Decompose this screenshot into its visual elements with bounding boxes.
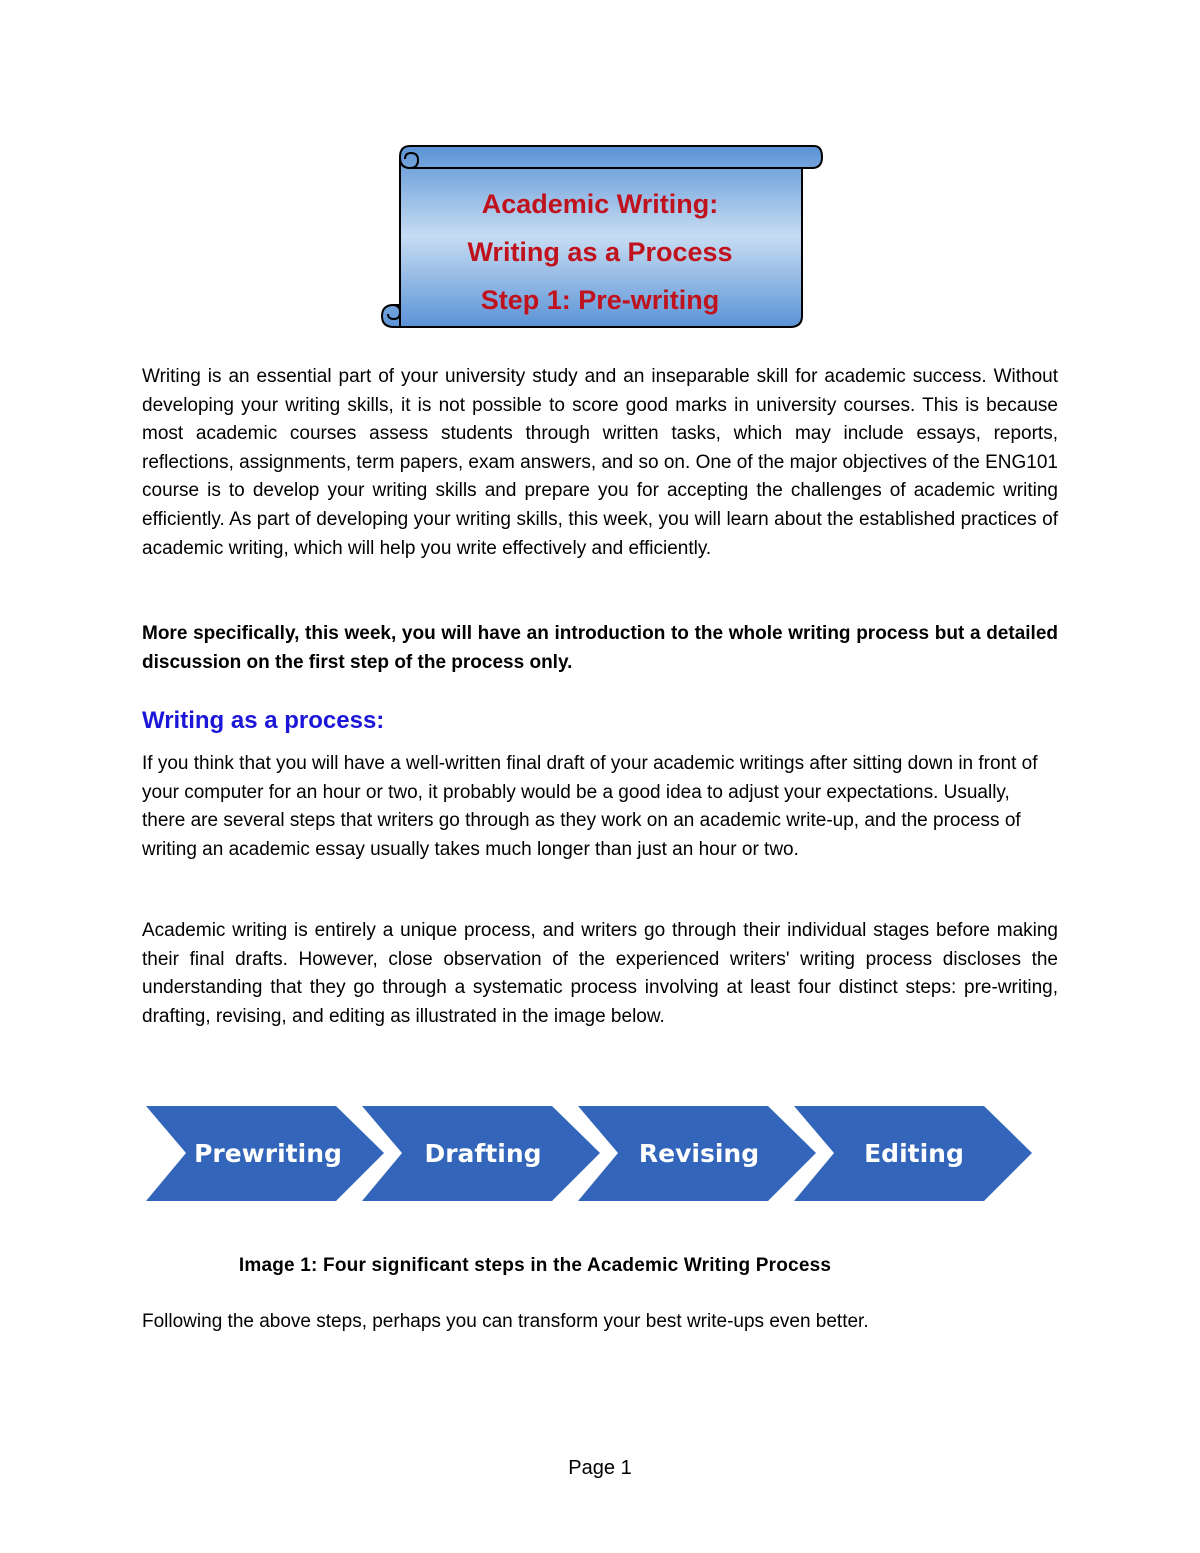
process-paragraph: If you think that you will have a well-written final draft of your academic writings after sitting down in front of your computer for an hour or two, it probably would be a good idea to adjust your expectations. Usually, there are several steps that writers go through as they work on an academic write-up, and the process of writing an academic essay usually takes much longer than just an hour or two.: [142, 753, 1038, 860]
banner-title-line-2: Writing as a Process: [467, 237, 733, 267]
banner-title-line-1: Academic Writing:: [481, 189, 719, 219]
emphasis-paragraph: More specifically, this week, you will have an introduction to the whole writing process but a detailed discussion on the first step of the process only.: [142, 623, 1058, 673]
step-label-drafting: Drafting: [424, 1139, 542, 1168]
steps-chevrons: [146, 1106, 1036, 1201]
closing-paragraph: Following the above steps, perhaps you can transform your best write-ups even better.: [142, 1311, 869, 1332]
step-label-revising: Revising: [638, 1139, 760, 1168]
title-scroll-banner: [378, 140, 824, 332]
intro-paragraph: Writing is an essential part of your university study and an inseparable skill for academic success. Without developing your writing skills, it is not possible to score good marks in university courses. This is because most academic courses assess students through written tasks, which may include essays, reports, reflections, assignments, term papers, exam answers, and so on. One of the major objectives of the ENG101 course is to develop your writing skills and prepare you for accepting the challenges of academic writing efficiently. As part of developing your writing skills, this week, you will learn about the established practices of academic writing, which will help you write effectively and efficiently.: [142, 366, 1058, 559]
step-label-prewriting: Prewriting: [194, 1139, 342, 1168]
banner-title-line-3: Step 1: Pre-writing: [480, 285, 720, 315]
banner-title: [400, 180, 800, 324]
step-label-editing: Editing: [864, 1139, 964, 1168]
section-heading: Writing as a process:: [142, 707, 385, 734]
image-caption: Image 1: Four significant steps in the Academic Writing Process: [238, 1255, 832, 1276]
page-number: Page 1: [568, 1457, 632, 1479]
unique-process-paragraph: Academic writing is entirely a unique process, and writers go through their individual stages before making their final drafts. However, close observation of the experienced writers' writing process discloses the understanding that they go through a systematic process involving at least four distinct steps: pre-writing, drafting, revising, and editing as illustrated in the image below.: [142, 920, 1058, 1027]
process-steps-diagram: [146, 1106, 1036, 1201]
